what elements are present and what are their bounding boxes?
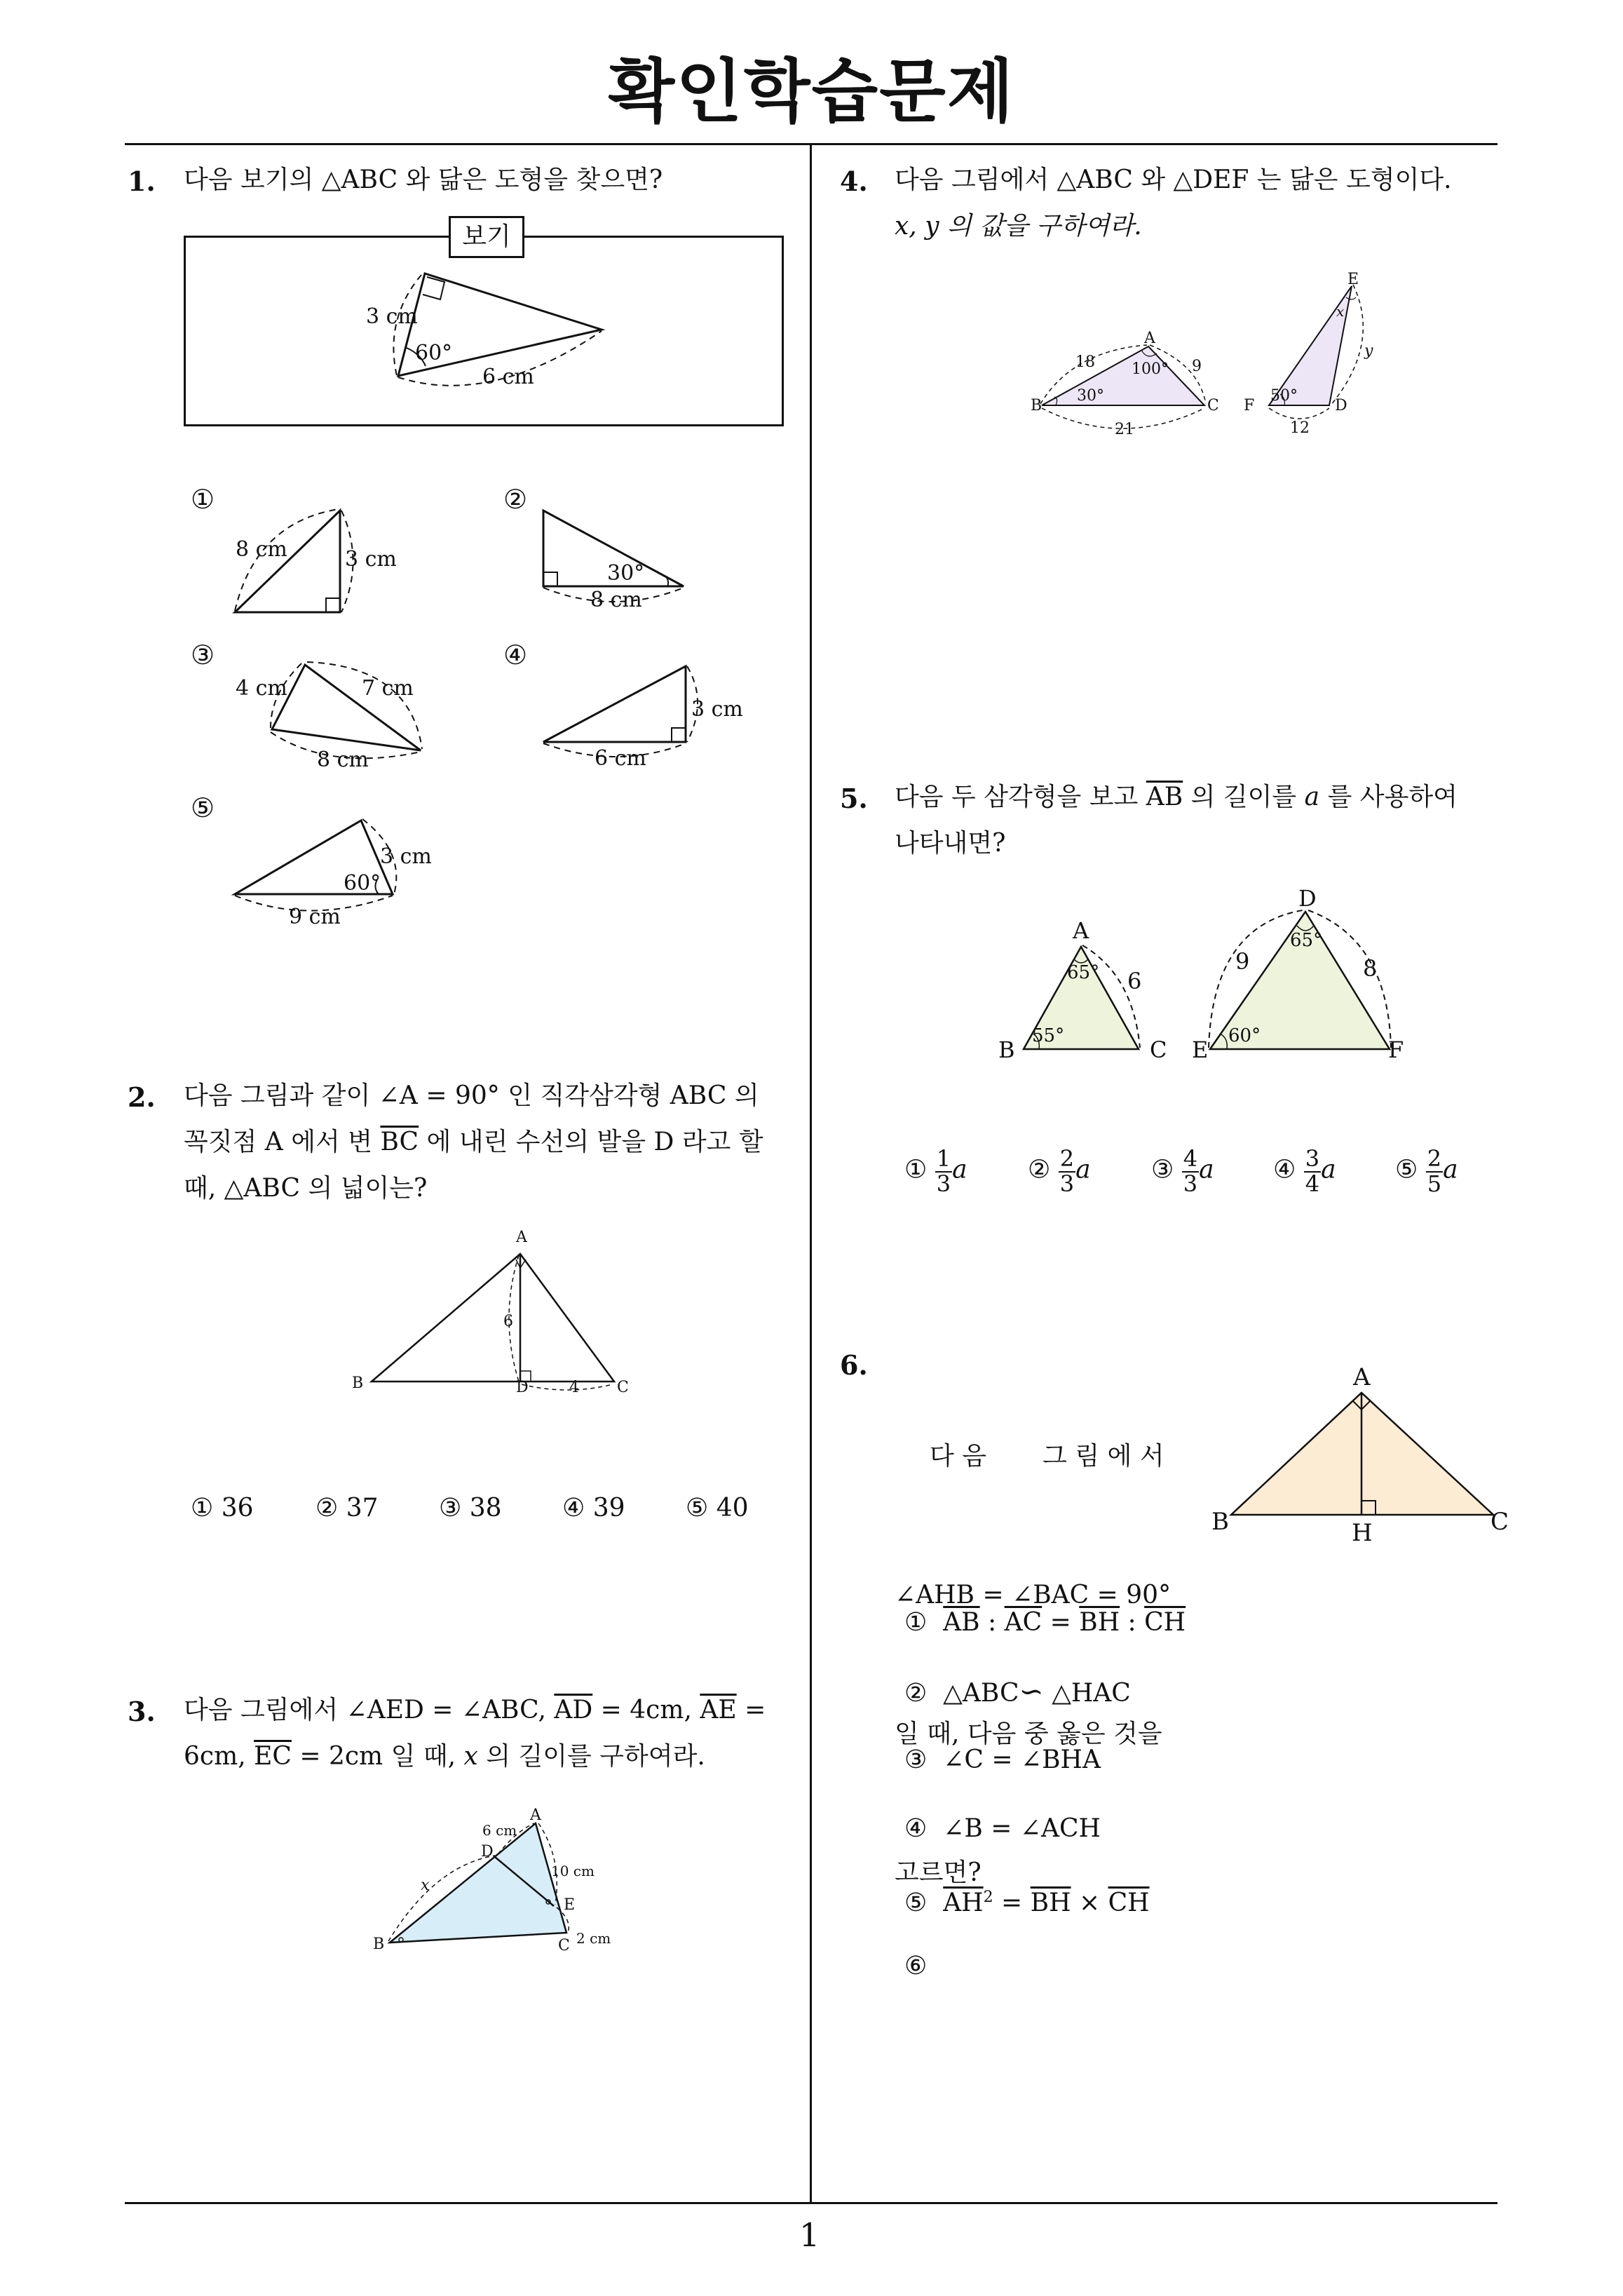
option-1-mark[interactable]: ① [191, 484, 215, 515]
q6-choice-1[interactable]: ① $\overline{AB}$ : $\overline{AC} = \overline{BH}$ : $\overline{CH}$ [904, 1608, 1186, 1637]
q6-choice-4[interactable] [904, 1812, 1493, 1881]
option-3-label-a: 4 cm [236, 676, 287, 701]
q2-dc-label: 4 [569, 1379, 579, 1396]
q6-c2-hac: △HAC [1052, 1679, 1131, 1708]
q5-choice-4-den: 4 [1305, 1170, 1320, 1197]
q4-label-ab: 18 [1075, 353, 1095, 371]
option-5-mark[interactable]: ⑤ [191, 792, 215, 823]
option-2-angle: 30° [607, 561, 645, 586]
option-4-mark[interactable]: ④ [503, 640, 528, 670]
reference-box-label: 보기 [449, 216, 524, 258]
q5-vertex-b: B [998, 1036, 1015, 1063]
q5-angle-e: 60° [1228, 1025, 1261, 1046]
q3-line-2 [184, 1734, 801, 1780]
q5-label-df: 8 [1363, 955, 1378, 982]
q4-label-y: y [1364, 342, 1373, 360]
q5-line-1b: 의 길이를 [1183, 783, 1305, 811]
q5-choice-2-num: 2 [1059, 1145, 1075, 1172]
q6-choice-3[interactable] [904, 1743, 1493, 1812]
q2-figure [337, 1227, 659, 1410]
q5-choice-1[interactable] [904, 1147, 967, 1196]
option-5-triangle [235, 819, 396, 911]
page-title: 확인학습문제 [608, 52, 1015, 132]
q5-choice-5-den: 5 [1427, 1170, 1442, 1197]
option-1-label-a: 8 cm [236, 537, 287, 562]
q4-vertex-c: C [1207, 397, 1219, 414]
question-number-5: 5. [840, 783, 868, 814]
q3-vertex-a: A [530, 1807, 541, 1824]
q5-choice-1-mark: ① [904, 1155, 928, 1184]
q2-line-3: 때, △ABC 의 넓이는? [184, 1174, 428, 1203]
q5-choice-2[interactable] [1028, 1147, 1091, 1196]
q6-c1-ch: $\overline{CH}$ [1144, 1608, 1186, 1637]
q6-line-1: 다 음 그 림 에 서 [930, 1442, 1164, 1471]
q3-vertex-b: B [373, 1936, 385, 1953]
q4-vertex-b: B [1031, 397, 1043, 414]
question-2-text [184, 1073, 801, 1212]
option-2-label-a: 8 cm [590, 588, 642, 612]
q6-choice-5-mark: ⑤ [904, 1889, 928, 1917]
q2-line-2b: 에 내린 수선의 발을 D 라고 할 [419, 1128, 763, 1156]
option-5-angle: 60° [344, 871, 381, 896]
option-3-label-b: 7 cm [362, 676, 414, 701]
q5-choice-2-var: a [1075, 1155, 1091, 1184]
q5-choice-3-var: a [1199, 1155, 1214, 1184]
q5-angle-d: 65° [1290, 930, 1323, 951]
q3-segment-ae: $\overline{AE}$ [700, 1696, 737, 1724]
q2-vertex-d: D [516, 1379, 529, 1396]
question-5-text [895, 774, 1512, 867]
q3-line-1a: 다음 그림에서 ∠AED = ∠ABC, [184, 1696, 555, 1724]
q5-line-1 [895, 774, 1512, 821]
q6-figure [1220, 1375, 1514, 1536]
q2-choice-5[interactable]: ⑤ 40 [686, 1494, 749, 1522]
q5-segment-ab: $\overline{AB}$ [1146, 783, 1183, 811]
q3-label-ec: 2 cm [576, 1930, 611, 1947]
q3-line-2a: 6cm, [184, 1742, 254, 1771]
q5-choice-1-num: 1 [936, 1145, 951, 1172]
option-3-label-c: 8 cm [317, 748, 369, 772]
q5-vertex-f: F [1388, 1036, 1404, 1063]
q6-choice-1-mark: ① [904, 1608, 928, 1637]
q5-choice-1-var: a [952, 1155, 967, 1184]
q4-label-x: x [1336, 303, 1345, 320]
option-3-mark[interactable]: ③ [191, 640, 215, 670]
q2-line-2a: 꼭짓점 A 에서 변 [184, 1128, 381, 1156]
q6-c5-bh: $\overline{BH}$ [1030, 1889, 1071, 1917]
q6-choice-2-mark: ② [904, 1679, 928, 1708]
q5-choice-3-num: 4 [1183, 1145, 1198, 1172]
q3-segment-ec: $\overline{EC}$ [254, 1742, 292, 1771]
option-2-mark[interactable]: ② [503, 484, 528, 515]
q5-choice-3[interactable] [1151, 1147, 1214, 1196]
q6-c1-ac: $\overline{AC}$ [1004, 1608, 1043, 1637]
q5-choices [904, 1147, 1493, 1210]
q6-c3-text: ∠C = ∠BHA [943, 1745, 1101, 1774]
q5-line-1a: 다음 두 삼각형을 보고 [895, 783, 1146, 811]
q3-segment-ad: $\overline{AD}$ [554, 1696, 593, 1724]
q5-choice-5-mark: ⑤ [1395, 1155, 1418, 1184]
q6-c5-ah: $\overline{AH}$ [943, 1889, 984, 1917]
q5-choice-3-den: 3 [1183, 1170, 1198, 1197]
q6-choice-5[interactable]: ⑤ $\overline{AH}^2 = \overline{BH} \times \overline{CH}$ [904, 1889, 1150, 1917]
ref-side-label-2: 6 cm [482, 365, 534, 389]
q5-vertex-a: A [1073, 917, 1089, 944]
q6-line-3: 일 때, 다음 중 옳은 것을 [895, 1720, 1162, 1748]
q5-vertex-c: C [1150, 1036, 1167, 1063]
option-4-label-a: 3 cm [691, 697, 743, 722]
q2-line-2 [184, 1119, 801, 1166]
q2-choice-1[interactable]: ① 36 [191, 1494, 254, 1522]
q5-choice-5[interactable] [1395, 1147, 1458, 1196]
q5-choice-1-den: 3 [936, 1170, 951, 1197]
q3-line-1b: = 4cm, [592, 1696, 700, 1724]
q4-line-2: x, y 의 값을 구하여라. [895, 212, 1142, 241]
option-4-triangle [543, 666, 698, 757]
q4-vertex-f: F [1244, 397, 1255, 414]
q3-var-x: x [463, 1742, 478, 1771]
q2-line-1: 다음 그림과 같이 ∠A = 90° 인 직각삼각형 ABC 의 [184, 1081, 759, 1110]
q5-label-de: 9 [1235, 948, 1250, 975]
q6-vertex-h: H [1352, 1519, 1373, 1547]
q6-choice-6[interactable] [904, 1950, 1493, 2018]
q5-vertex-e: E [1192, 1036, 1209, 1063]
q6-c2-similar-symbol: ∽ [1019, 1674, 1044, 1708]
q5-line-2: 나타내면? [895, 829, 1006, 858]
q6-c5-ch: $\overline{CH}$ [1108, 1889, 1150, 1917]
q6-choice-2[interactable] [904, 1675, 1493, 1743]
q3-line-2b: = 2cm 일 때, [291, 1742, 464, 1771]
q2-choice-4[interactable]: ④ 39 [562, 1494, 625, 1522]
question-number-6: 6. [840, 1349, 868, 1381]
q3-vertex-d: D [481, 1843, 494, 1861]
q2-choice-3[interactable]: ③ 38 [439, 1494, 502, 1522]
q5-choice-4[interactable] [1273, 1147, 1336, 1196]
q6-c1-ab: $\overline{AB}$ [943, 1608, 980, 1637]
q5-var-a: a [1304, 783, 1320, 811]
q2-choices [191, 1494, 794, 1529]
q3-label-ad: 6 cm [482, 1822, 517, 1839]
q6-c4-text: ∠B = ∠ACH [943, 1814, 1101, 1843]
q5-label-ac: 6 [1127, 968, 1142, 994]
q4-vertex-d: D [1335, 397, 1347, 414]
question-number-1: 1. [128, 166, 156, 197]
page-number: 1 [799, 2216, 820, 2254]
q3-label-ae: 10 cm [551, 1863, 595, 1879]
q2-choice-2[interactable]: ② 37 [315, 1494, 379, 1522]
q2-segment-bc: $\overline{BC}$ [380, 1128, 419, 1156]
q4-line-1: 다음 그림에서 △ABC 와 △DEF 는 닮은 도형이다. [895, 166, 1452, 194]
q4-vertex-a: A [1144, 330, 1155, 347]
q4-angle-a: 100° [1132, 360, 1169, 378]
bottom-divider [125, 2202, 1498, 2204]
ref-angle-label: 60° [415, 341, 453, 365]
q4-angle-b: 30° [1077, 387, 1104, 405]
q6-c1-bh: $\overline{BH}$ [1079, 1608, 1120, 1637]
q1-figures [0, 0, 806, 982]
question-4-text [895, 157, 1512, 250]
q4-label-ac: 9 [1192, 358, 1202, 375]
question-1-text: 다음 보기의 △ABC 와 닮은 도형을 찾으면? [184, 166, 663, 194]
q3-line-2c: 의 길이를 구하여라. [477, 1742, 705, 1771]
q5-angle-a: 65° [1067, 962, 1100, 983]
q3-line-1 [184, 1687, 801, 1734]
q3-line-1c: = [736, 1696, 766, 1724]
q6-choice-4-mark: ④ [904, 1814, 928, 1843]
q5-choice-5-num: 2 [1427, 1145, 1442, 1172]
q3-vertex-e: E [564, 1896, 576, 1914]
q4-vertex-e: E [1347, 271, 1359, 288]
option-1-label-b: 3 cm [345, 547, 397, 572]
q5-choice-2-mark: ② [1028, 1155, 1051, 1184]
q5-vertex-d: D [1298, 885, 1317, 912]
q6-vertex-c: C [1490, 1508, 1509, 1536]
q5-choice-3-mark: ③ [1151, 1155, 1174, 1184]
option-5-label-b: 9 cm [289, 905, 341, 929]
q6-choices [904, 1606, 1493, 2018]
q5-choice-4-var: a [1321, 1155, 1336, 1184]
ref-side-label-1: 3 cm [366, 304, 418, 329]
q6-line-2: ∠AHB = ∠BAC = 90° [895, 1581, 1172, 1609]
question-3-text [184, 1687, 801, 1780]
q2-vertex-a: A [516, 1229, 527, 1246]
q6-choice-6-mark: ⑥ [904, 1952, 928, 1980]
q5-choice-2-den: 3 [1059, 1170, 1075, 1197]
q5-choice-4-mark: ④ [1273, 1155, 1296, 1184]
q2-vertex-b: B [352, 1375, 364, 1392]
q3-vertex-c: C [558, 1937, 570, 1954]
q4-angle-f: 50° [1270, 387, 1298, 405]
q4-label-fd: 12 [1290, 419, 1310, 437]
q2-vertex-c: C [617, 1379, 629, 1396]
question-number-2: 2. [128, 1081, 156, 1113]
option-4-label-b: 6 cm [595, 746, 646, 771]
q6-choice-3-mark: ③ [904, 1745, 928, 1774]
column-divider [810, 144, 812, 2203]
q6-vertex-b: B [1211, 1508, 1229, 1536]
question-number-3: 3. [128, 1696, 156, 1727]
q6-c5-square: 2 [983, 1889, 993, 1906]
q6-c2-abc: △ABC [943, 1679, 1019, 1708]
q6-line-4: 고르면? [895, 1858, 982, 1887]
q5-choice-4-num: 3 [1305, 1145, 1320, 1172]
q2-height-label: 6 [503, 1313, 513, 1330]
q6-vertex-a: A [1353, 1363, 1371, 1391]
option-5-label-a: 3 cm [380, 844, 432, 869]
question-number-4: 4. [840, 166, 868, 197]
q3-label-x: x [421, 1877, 430, 1894]
q4-label-bc: 21 [1115, 421, 1134, 438]
q5-choice-5-var: a [1443, 1155, 1458, 1184]
q5-angle-b: 55° [1032, 1025, 1065, 1046]
q5-line-1c: 를 사용하여 [1319, 783, 1458, 811]
